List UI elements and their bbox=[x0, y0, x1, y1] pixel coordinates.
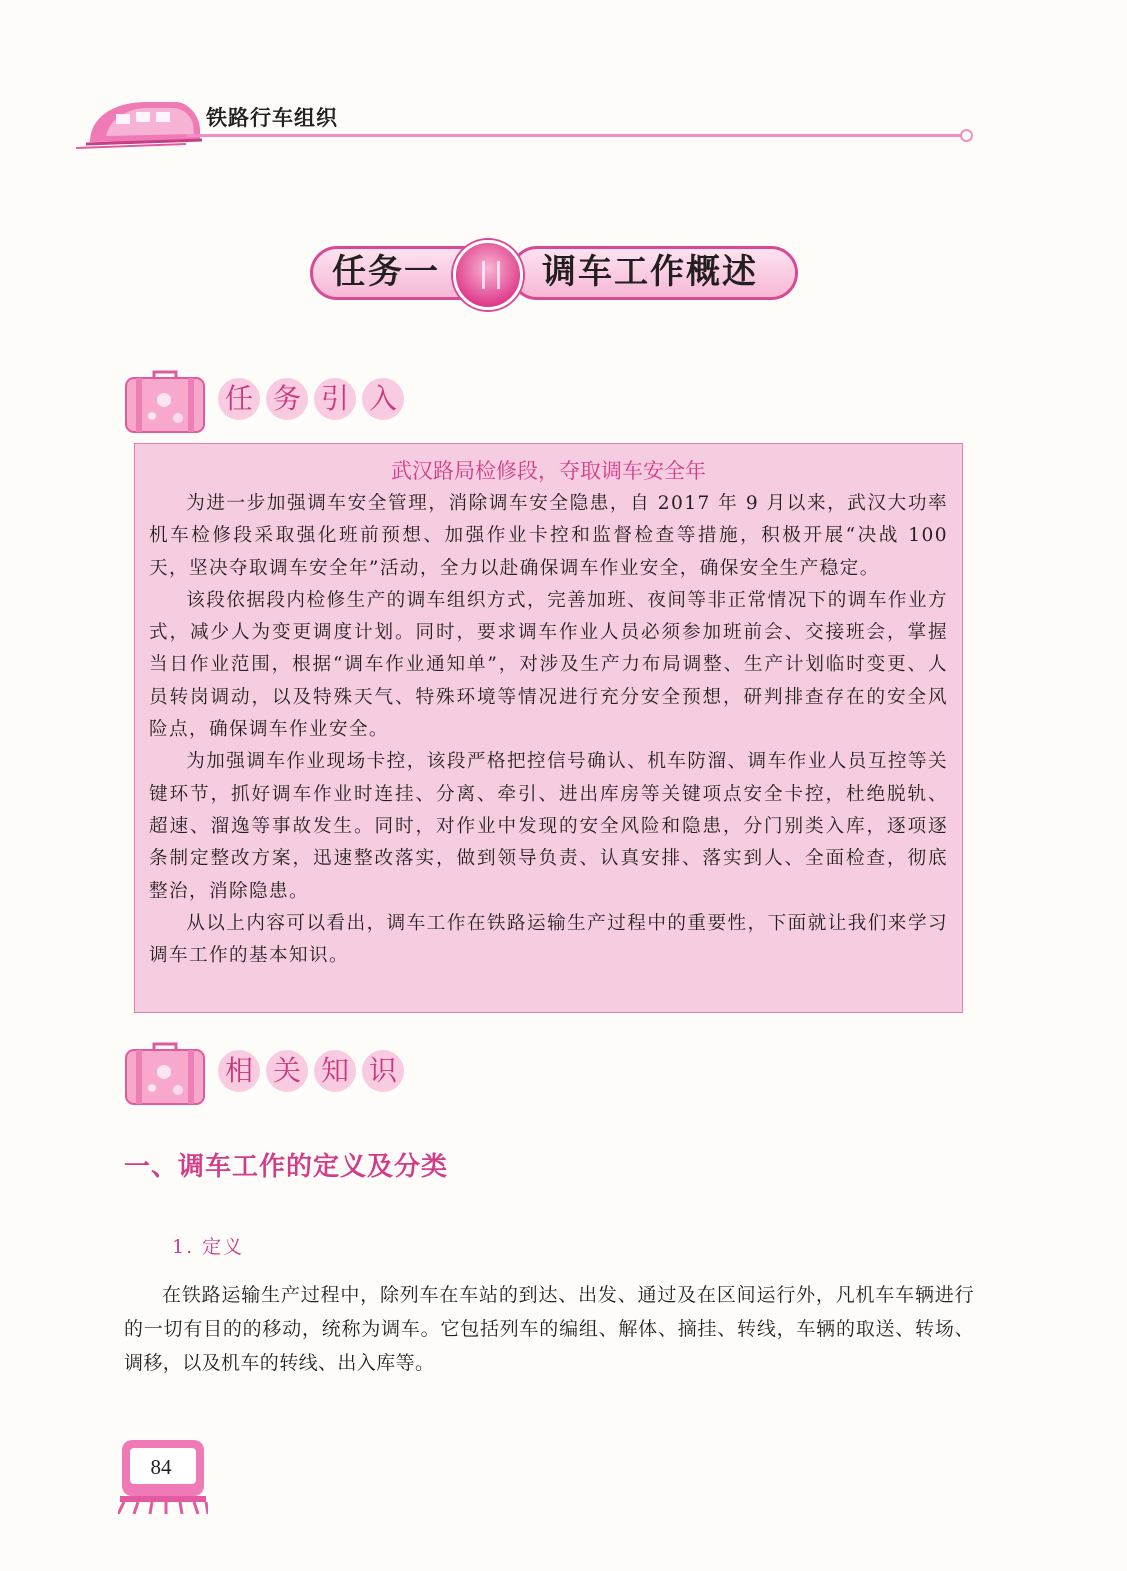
definition-paragraph: 在铁路运输生产过程中，除列车在车站的到达、出发、通过及在区间运行外，凡机车车辆进行的一切有目的的移动，统称为调车。它包括列车的编组、解体、摘挂、转线，车辆的取送、转场、调移，以及机车的转线、出入库等。 bbox=[124, 1284, 974, 1374]
intro-case-box bbox=[134, 443, 963, 1013]
intro-box-heading: 武汉路局检修段，夺取调车安全年 bbox=[391, 459, 706, 483]
knowledge-section-header bbox=[124, 1042, 424, 1106]
section-char: 引 bbox=[314, 378, 356, 420]
intro-paragraph: 从以上内容可以看出，调车工作在铁路运输生产过程中的重要性，下面就让我们来学习调车工作的基本知识。 bbox=[149, 912, 948, 967]
section-heading: 一、调车工作的定义及分类 bbox=[124, 1152, 449, 1182]
intro-section-header bbox=[124, 370, 424, 434]
intro-paragraph: 为进一步加强调车安全管理，消除调车安全隐患，自 2017 年 9 月以来，武汉大功率机车检修段采取强化班前预想、加强作业卡控和监督检查等措施，积极开展“决战 100 天，坚决夺取调车安全年”活动，全力以赴确保调车作业安全，确保安全生产稳定。 bbox=[149, 493, 948, 579]
train-logo-icon bbox=[76, 96, 206, 156]
task-banner bbox=[310, 240, 800, 310]
section-char: 知 bbox=[314, 1050, 356, 1092]
header-rule-end-dot bbox=[960, 129, 973, 142]
page-number: 84 bbox=[150, 1455, 172, 1479]
section-char: 入 bbox=[362, 378, 404, 420]
section-char: 识 bbox=[362, 1050, 404, 1092]
banner-circle-icon bbox=[453, 240, 523, 310]
suitcase-icon bbox=[124, 370, 206, 434]
intro-paragraph: 该段依据段内检修生产的调车组织方式，完善加班、夜间等非正常情况下的调车作业方式，减少人为变更调度计划。同时，要求调车作业人员必须参加班前会、交接班会，掌握当日作业范围，根据“调车作业通知单”，对涉及生产力布局调整、生产计划临时变更、人员转岗调动，以及特殊天气、特殊环境等情况进行充分安全预想，研判排查存在的安全风险点，确保调车作业安全。 bbox=[149, 589, 948, 741]
task-title: 调车工作概述 bbox=[542, 252, 758, 292]
section-char: 相 bbox=[218, 1050, 260, 1092]
header-rule bbox=[186, 134, 966, 137]
intro-paragraph: 为加强调车作业现场卡控，该段严格把控信号确认、机车防溜、调车作业人员互控等关键环节，抓好调车作业时连挂、分离、牵引、进出库房等关键项点安全卡控，杜绝脱轨、超速、溜逸等事故发生。同时，对作业中发现的安全风险和隐患，分门别类入库，逐项逐条制定整改方案，迅速整改落实，做到领导负责、认真安排、落实到人、全面检查，彻底整治，消除隐患。 bbox=[149, 751, 948, 902]
header-title: 铁路行车组织 bbox=[206, 106, 338, 130]
sub-heading: 1. 定义 bbox=[172, 1236, 245, 1258]
suitcase-icon bbox=[124, 1042, 206, 1106]
section-char: 关 bbox=[266, 1050, 308, 1092]
section-char: 务 bbox=[266, 378, 308, 420]
task-number: 任务一 bbox=[332, 252, 440, 292]
section-char: 任 bbox=[218, 378, 260, 420]
page-header bbox=[76, 96, 976, 156]
